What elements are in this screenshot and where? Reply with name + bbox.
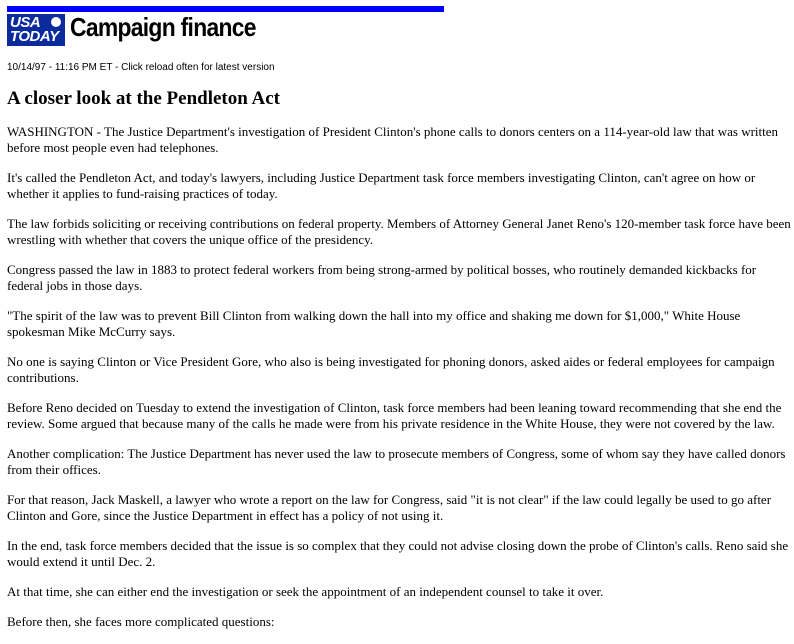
article-paragraph: Before Reno decided on Tuesday to extend the investigation of Clinton, task force members had been leaning toward recommending that she end the review. Some argued that because many of the calls he made were from his private residence in the White House, they were not covered by the law. (7, 400, 782, 431)
article-paragraph: The law forbids soliciting or receiving contributions on federal property. Members of Attorney General Janet Reno's 120-member task force have been wrestling with whether that covers the unique office of the presidency. (7, 216, 791, 247)
logo-line-2: TODAY (10, 28, 59, 45)
article-paragraph: At that time, she can either end the investigation or seek the appointment of an independent counsel to take it over. (7, 584, 604, 599)
article-paragraph: In the end, task force members decided that the issue is so complex that they could not advise closing down the probe of Clinton's calls. Reno said she would extend it until Dec. 2. (7, 538, 789, 569)
section-title: Campaign finance (70, 12, 256, 42)
article-paragraph: For that reason, Jack Maskell, a lawyer who wrote a report on the law for Congress, said "it is not clear" if the law could legally be used to go after Clinton and Gore, since the Justice Department in effect has a policy of not using it. (7, 492, 772, 523)
article-paragraph: It's called the Pendleton Act, and today's lawyers, including Justice Department task force members investigating Clinton, can't agree on how or whether it applies to fund-raising practices of today. (7, 170, 756, 201)
usa-today-logo[interactable] (7, 14, 65, 46)
article-paragraph: "The spirit of the law was to prevent Bill Clinton from walking down the hall into my office and shaking me down for $1,000," White House spokesman Mike McCurry says. (7, 308, 741, 339)
globe-icon (51, 17, 61, 27)
article-paragraph: Before then, she faces more complicated questions: (7, 614, 275, 629)
timestamp: 10/14/97 - 11:16 PM ET - Click reload often for latest version (7, 62, 275, 73)
article-paragraph: Congress passed the law in 1883 to protect federal workers from being strong-armed by political bosses, who routinely demanded kickbacks for federal jobs in those days. (7, 262, 757, 293)
article-body (7, 124, 794, 644)
page-headline: A closer look at the Pendleton Act (7, 88, 281, 109)
article-paragraph: WASHINGTON - The Justice Department's investigation of President Clinton's phone calls to donors centers on a 114-year-old law that was written before most people even had telephones. (7, 124, 779, 155)
article-paragraph: Another complication: The Justice Department has never used the law to prosecute members of Congress, some of whom say they have called donors from their offices. (7, 446, 786, 477)
logo-line-1: USA (10, 14, 41, 31)
article-paragraph: No one is saying Clinton or Vice President Gore, who also is being investigated for phoning donors, asked aides or federal employees for campaign contributions. (7, 354, 775, 385)
